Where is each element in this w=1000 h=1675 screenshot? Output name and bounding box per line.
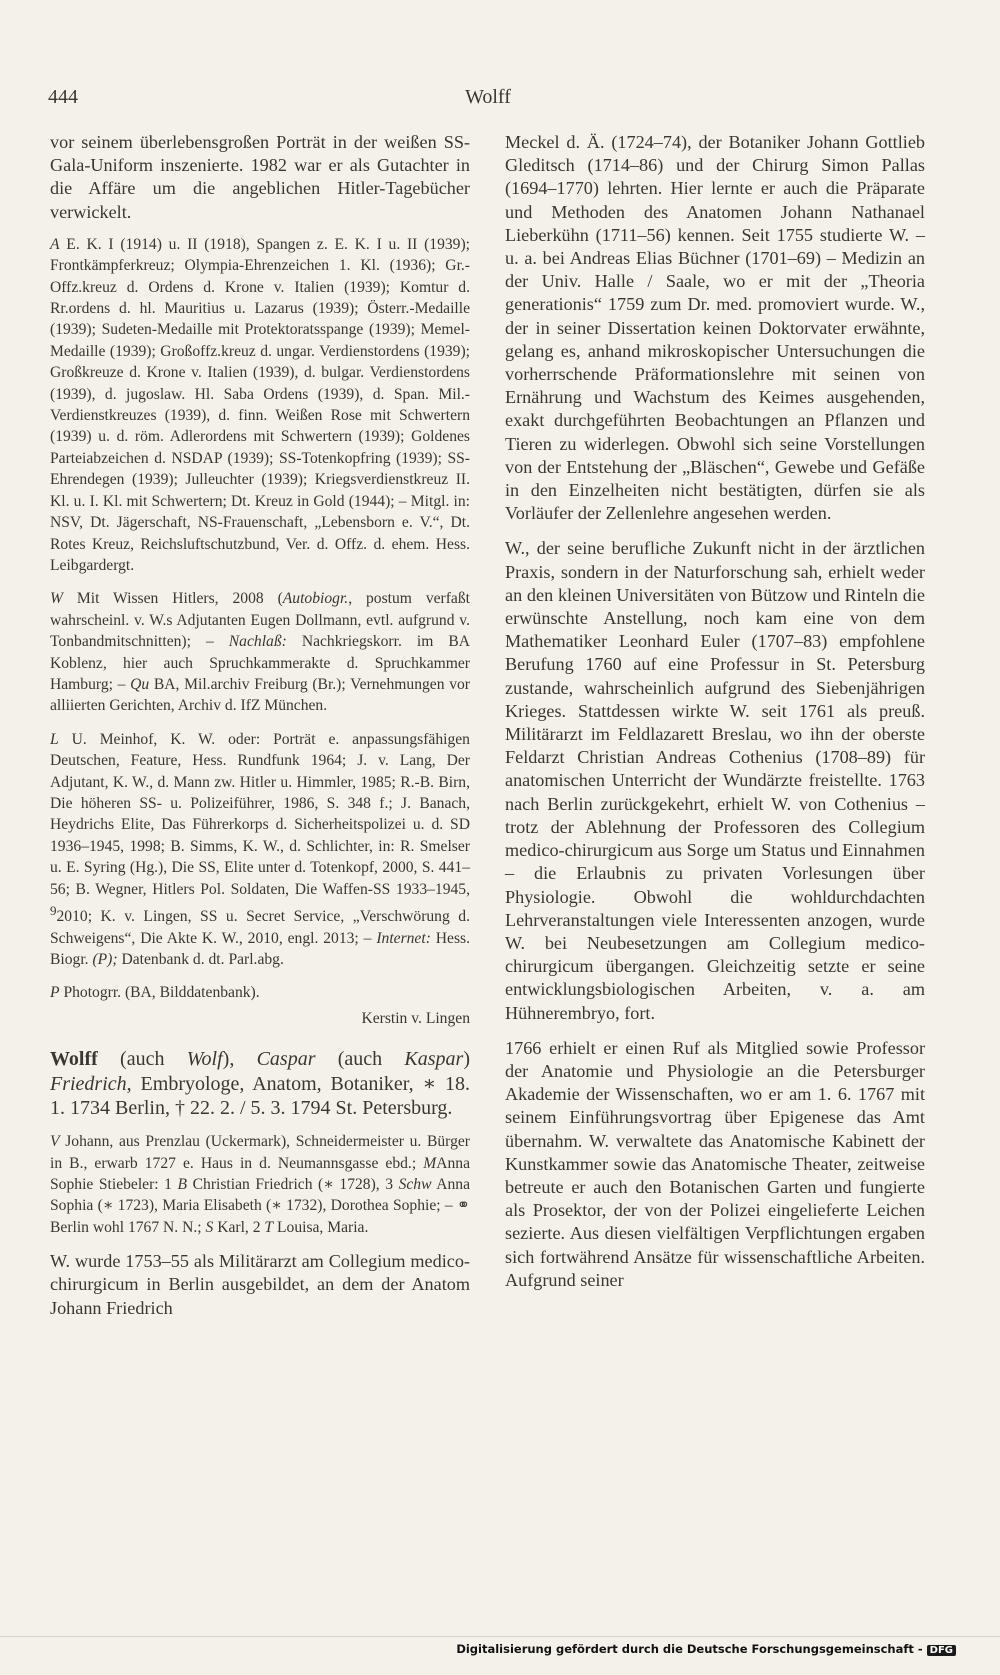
left-column bbox=[50, 131, 470, 1320]
entry-heading bbox=[50, 1047, 470, 1121]
right-column bbox=[505, 131, 925, 1292]
works-text: Nachkriegskorr. im BA Koblenz, hier auch Spruchkammerakte d. Spruchkammer Hamburg; – bbox=[50, 633, 470, 693]
awards-section bbox=[50, 234, 470, 577]
edition-superscript: 9 bbox=[50, 903, 57, 918]
literature-text: Datenbank d. dt. Parl.abg. bbox=[117, 951, 284, 968]
family-marker: M bbox=[423, 1154, 437, 1172]
awards-text: E. K. I (1914) u. II (1918), Spangen z. E. K. I u. II (1939); Frontkämpferkreuz; Olympia-Ehrenzeichen 1. Kl. (1936); Gr.-Offz.kreuz d. Ordens d. Krone v. Italien (1939); Komtur d. Rr.ordens d. hl. Mauritius u. Lazarus (1939); Österr.-Medaille (1939); Sudeten-Medaille mit Protektoratsspange (1939); Memel-Medaille (1939); Großoffz.kreuz d. ungar. Verdienstordens (1939); Großkreuze d. Krone v. Italien (1939), d. bulgar. Verdienstordens (1939), d. jugoslaw. Hl. Saba Ordens (1939), d. Span. Mil.-Verdienstkreuzes (1939), d. finn. Weißen Rose mit Schwertern (1939) u. d. röm. Adlerordens mit Schwertern (1939); Goldenes Parteiabzeichen d. NSDAP (1939); SS-Totenkopfring (1939); SS-Ehrendegen (1939); Julleuchter (1939); Kriegsverdienstkreuz II. Kl. u. I. Kl. mit Schwertern; Dt. Kreuz in Gold (1944); – Mitgl. in: NSV, Dt. Jägerschaft, NS-Frauenschaft, „Lebensborn e. V.“, Dt. Rotes Kreuz, Reichsluftschutzbund, Ver. d. Offz. d. ehem. Hess. Leibgardergt. bbox=[50, 235, 471, 574]
page-number: 444 bbox=[48, 86, 78, 108]
entry-heading-text: (auch bbox=[315, 1047, 405, 1070]
works-italic: Qu bbox=[130, 675, 150, 693]
family-marker: Schw bbox=[398, 1176, 432, 1194]
works-section bbox=[50, 588, 470, 716]
entry-heading-text: ), bbox=[222, 1047, 257, 1070]
entry-heading-italic: Friedrich bbox=[50, 1072, 127, 1095]
intro-paragraph: vor seinem überlebensgroßen Porträt in der weißen SS-Gala-Uniform inszenierte. 1982 war er als Gutachter in die Affäre um die angeblichen Hitler-Tagebücher verwickelt. bbox=[50, 132, 470, 222]
family-text: Anna Sophie Stiebeler: 1 bbox=[50, 1154, 470, 1194]
works-text: BA, Mil.archiv Freiburg (Br.); Vernehmungen vor alliierten Gerichten, Archiv d. IfZ München. bbox=[50, 675, 470, 715]
entry-heading-italic: Caspar bbox=[256, 1047, 316, 1070]
page-header bbox=[48, 86, 928, 116]
entry-heading-italic: Kaspar bbox=[404, 1047, 464, 1070]
literature-section bbox=[50, 729, 470, 971]
entry-name: Wolff bbox=[50, 1047, 98, 1070]
dfg-logo: DFG bbox=[927, 1645, 956, 1656]
family-section bbox=[50, 1131, 470, 1238]
photo-marker: P bbox=[50, 984, 60, 1002]
footer-credit: Digitalisierung gefördert durch die Deutsche Forschungsgemeinschaft - bbox=[456, 1642, 923, 1656]
scan-edge-divider bbox=[0, 1636, 1000, 1637]
works-italic: Nachlaß: bbox=[228, 633, 287, 651]
literature-italic: Internet: bbox=[376, 929, 431, 947]
family-marker: B bbox=[177, 1176, 188, 1194]
literature-text: U. Meinhof, K. W. oder: Porträt e. anpassungsfähigen Deutschen, Feature, Hess. Rundfunk 1964; J. v. Lang, Der Adjutant, K. W., d. Mann zw. Hitler u. Himmler, 1985; R.-B. Birn, Die höheren SS- u. Polizeiführer, 1986, S. 348 f.; J. Banach, Heydrichs Elite, Das Führerkorps d. Sicherheitspolizei u. d. SD 1936–1945, 1998; B. Simms, K. W., d. Schlichter, in: R. Smelser u. E. Syring (Hg.), Die SS, Elite unter d. Totenkopf, 2000, S. 441–56; B. Wegner, Hitlers Pol. Soldaten, Die Waffen-SS 1933–1945, bbox=[50, 730, 470, 898]
photo-text: Photogrr. (BA, Bilddatenbank). bbox=[63, 984, 260, 1002]
bio-paragraph: W. wurde 1753–55 als Militärarzt am Collegium medico-chirurgicum in Berlin ausgebildet, an dem der Anatom Johann Friedrich bbox=[50, 1251, 470, 1318]
family-marker: S bbox=[205, 1218, 214, 1236]
running-head: Wolff bbox=[465, 86, 511, 108]
family-text: Anna Sophia (∗ 1723), Maria Elisabeth (∗ 1732), Dorothea Sophie; – ⚭ Berlin wohl 1767 N. N.; bbox=[50, 1176, 470, 1236]
works-text: , postum verfaßt wahrscheinl. v. W.s Adjutanten Eugen Dollmann, evtl. aufgrund v. Tonbandmitschnitten); – bbox=[50, 590, 470, 651]
bio-paragraph: Meckel d. Ä. (1724–74), der Botaniker Johann Gottlieb Gleditsch (1714–86) und der Chirurg Simon Pallas (1694–1770) lehrten. Hier lernte er auch die Präparate und Methoden des Anatomen Johann Nathanael Lieberkühn (1711–56) kennen. Seit 1755 studierte W. – u. a. bei Andreas Elias Büchner (1701–69) – Medizin an der Univ. Halle / Saale, wo er mit der „Theoria generationis“ 1759 zum Dr. med. promoviert wurde. W., der in seiner Dissertation keinen Doktorvater erwähnte, gelang es, anhand mikroskopischer Untersuchungen die vorherrschende Präformationslehre mit seinen von Ernährung und Wachstum des Keimes ausgehenden, exakt durchgeführten Beobachtungen an Pflanzen und Tieren zu widerlegen. Obwohl sich seine Vorstellungen von der Entstehung der „Bläschen“, Gewebe und Gefäße in den Einzelheiten nicht bestätigten, dürfen sie als Vorläufer der Zellenlehre angesehen werden. bbox=[505, 132, 925, 524]
family-marker: T bbox=[264, 1218, 274, 1236]
works-text: Mit Wissen Hitlers, 2008 ( bbox=[76, 590, 283, 608]
bio-paragraph: 1766 erhielt er einen Ruf als Mitglied sowie Professor der Anatomie und Physiologie an die Petersburger Akademie der Wissenschaften, wo er am 1. 6. 1767 mit seinem Einführungsvortrag über Epigenese das Amt übernahm. W. verwaltete das Anatomische Kabinett der Kunstkammer sowie das Anatomische Theater, zeitweise betreute er auch den Botanischen Garten und fungierte als Prosektor, der von der Polizei eingelieferte Leichen sezierte. Aus diesen vielfältigen Verpflichtungen ergaben sich fortwährend Ansätze für wissenschaftliche Arbeiten. Aufgrund seiner bbox=[505, 1037, 925, 1290]
literature-text: Hess. Biogr. bbox=[50, 929, 470, 968]
literature-text: 2010; K. v. Lingen, SS u. Secret Service, „Verschwörung d. Schweigens“, Die Akte K. W., 2010, engl. 2013; – bbox=[50, 908, 470, 947]
entry-heading-italic: Wolf bbox=[186, 1047, 223, 1070]
awards-marker: A bbox=[50, 235, 60, 253]
photo-section bbox=[50, 982, 470, 1003]
entry-heading-text: (auch bbox=[97, 1047, 187, 1070]
digitization-footer bbox=[0, 1642, 1000, 1662]
literature-italic: (P); bbox=[92, 951, 118, 968]
works-italic: Autobiogr. bbox=[282, 590, 349, 608]
literature-marker: L bbox=[50, 730, 59, 748]
family-text: Johann, aus Prenzlau (Uckermark), Schneidermeister u. Bürger in B., erwarb 1727 e. Haus in d. Neumannsgasse ebd.; bbox=[50, 1133, 470, 1172]
family-text: Christian Friedrich (∗ 1728), 3 bbox=[187, 1176, 399, 1194]
entry-heading-text: , Embryologe, Anatom, Botaniker, ∗ 18. 1. 1734 Berlin, † 22. 2. / 5. 3. 1794 St. Petersburg. bbox=[50, 1072, 470, 1120]
family-marker: V bbox=[50, 1133, 60, 1151]
bio-paragraph: W., der seine berufliche Zukunft nicht in der ärztlichen Praxis, sondern in der Naturforschung sah, erhielt weder an den kleinen Universitäten von Bützow und Rinteln die erwünschte Anstellung, noch kam eine von dem Mathematiker Leonhard Euler (1707–83) empfohlene Berufung 1760 auf eine Professur in St. Petersburg zustande, wahrscheinlich aufgrund des Siebenjährigen Krieges. Stattdessen wirkte W. seit 1761 als preuß. Militärarzt im Feldlazarett Breslau, wo ihn der oberste Feldarzt Christian Andreas Cothenius (1708–89) für anatomischen Unterricht der Wundärzte freistellte. 1763 nach Berlin zurückgekehrt, erhielt W. von Cothenius – trotz der Ablehnung der Professoren des Collegium medico-chirurgicum aus Sorge um Status und Einnahmen – die Erlaubnis zu privaten Vorlesungen über Physiologie. Obwohl die wohldurchdachten Lehrveranstaltungen viele Interessenten anzogen, wurde W. bei Neubesetzungen am Collegium medico-chirurgicum übergangen. Gleichzeitig setzte er seine entwicklungsbiologischen Arbeiten, v. a. am Hühnerembryo, fort. bbox=[505, 538, 925, 1023]
family-text: Louisa, Maria. bbox=[273, 1218, 369, 1236]
author-signature: Kerstin v. Lingen bbox=[361, 1009, 470, 1027]
works-marker: W bbox=[50, 590, 63, 608]
entry-heading-text: ) bbox=[463, 1047, 470, 1070]
family-text: Karl, 2 bbox=[213, 1218, 265, 1236]
